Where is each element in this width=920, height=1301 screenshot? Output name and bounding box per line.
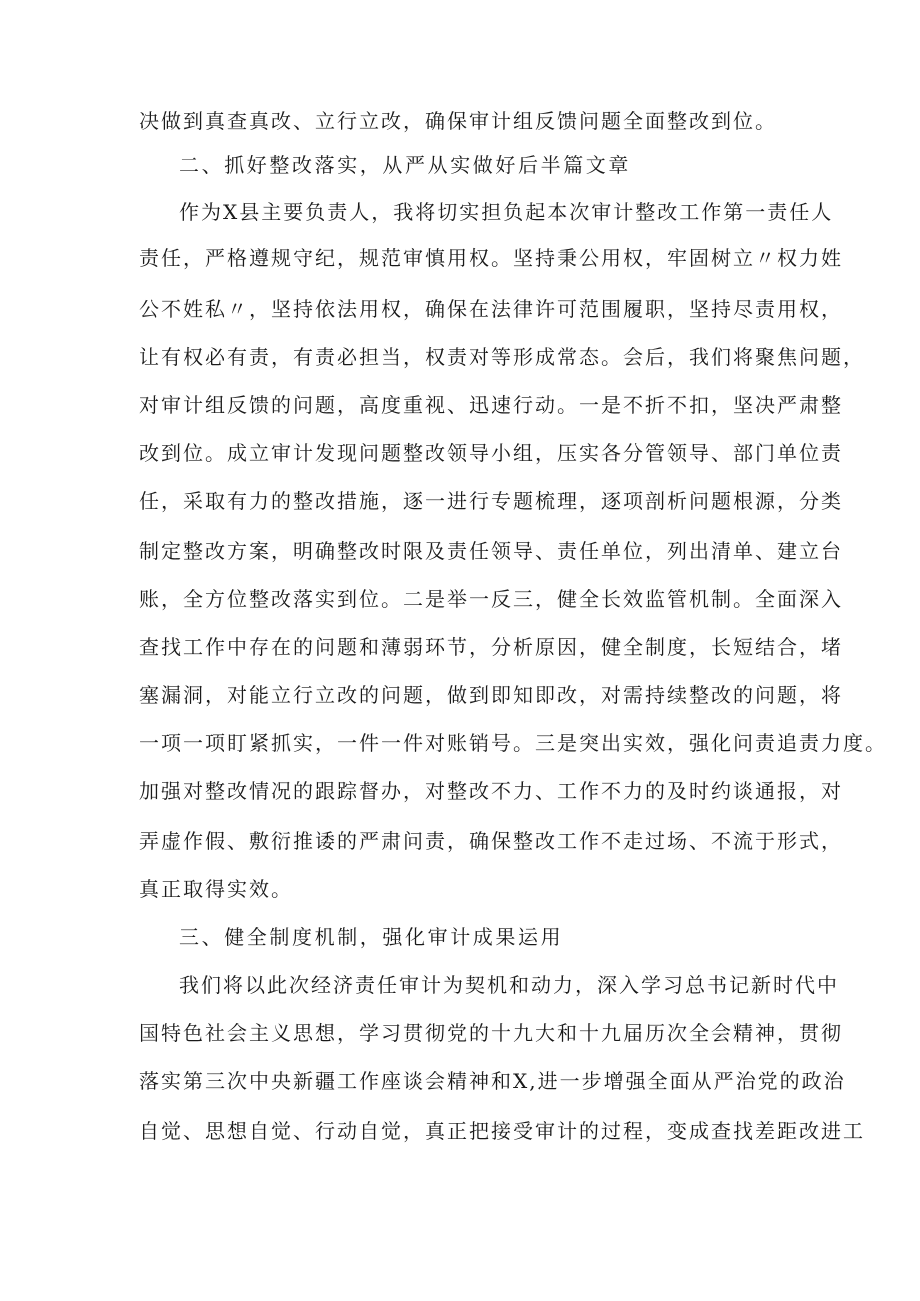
body-text-line: 自觉、思想自觉、行动自觉，真正把接受审计的过程，变成查找差距改进工 [139, 1119, 865, 1143]
body-text-line: 加强对整改情况的跟踪督办，对整改不力、工作不力的及时约谈通报，对 [139, 779, 843, 803]
body-text-line: 决做到真查真改、立行立改，确保审计组反馈问题全面整改到位。 [139, 109, 777, 133]
section-heading-3: 三、健全制度机制，强化审计成果运用 [179, 925, 564, 949]
body-text-line: 查找工作中存在的问题和薄弱环节，分析原因，健全制度，长短结合，堵 [139, 635, 843, 659]
body-text-line: 一项一项盯紧抓实，一件一件对账销号。三是突出实效，强化问责追责力度。 [139, 731, 887, 755]
body-text-line: 公不姓私〃，坚持依法用权，确保在法律许可范围履职，坚持尽责用权， [139, 297, 843, 321]
body-text-line: 塞漏洞，对能立行立改的问题，做到即知即改，对需持续整改的问题，将 [139, 683, 843, 707]
body-text-line: 对审计组反馈的问题，高度重视、迅速行动。一是不折不扣，坚决严肃整 [139, 393, 843, 417]
body-text-line: 责任，严格遵规守纪，规范审慎用权。坚持秉公用权，牢固树立〃权力姓 [139, 246, 843, 270]
body-text-line: 落实第三次中央新疆工作座谈会精神和X,进一步增强全面从严治党的政治 [139, 1069, 846, 1093]
body-text-line: 任，采取有力的整改措施，逐一进行专题梳理，逐项剖析问题根源，分类 [139, 489, 843, 513]
section-heading-2: 二、抓好整改落实，从严从实做好后半篇文章 [179, 153, 631, 177]
body-text-line: 账，全方位整改落实到位。二是举一反三，健全长效监管机制。全面深入 [139, 587, 843, 611]
body-text-line: 让有权必有责，有责必担当，权责对等形成常态。会后，我们将聚焦问题， [139, 345, 865, 369]
body-text-line: 制定整改方案，明确整改时限及责任领导、责任单位，列出清单、建立台 [139, 539, 843, 563]
body-text-line: 弄虚作假、敷衍推诿的严肃问责，确保整改工作不走过场、不流于形式， [139, 829, 843, 853]
body-text-line: 真正取得实效。 [139, 877, 293, 901]
body-text-line: 作为X县主要负责人，我将切实担负起本次审计整改工作第一责任人 [179, 200, 834, 224]
body-text-line: 改到位。成立审计发现问题整改领导小组，压实各分管领导、部门单位责 [139, 441, 843, 465]
body-text-line: 我们将以此次经济责任审计为契机和动力，深入学习总书记新时代中 [179, 973, 839, 997]
body-text-line: 国特色社会主义思想，学习贯彻党的十九大和十九届历次全会精神，贯彻 [139, 1021, 843, 1045]
